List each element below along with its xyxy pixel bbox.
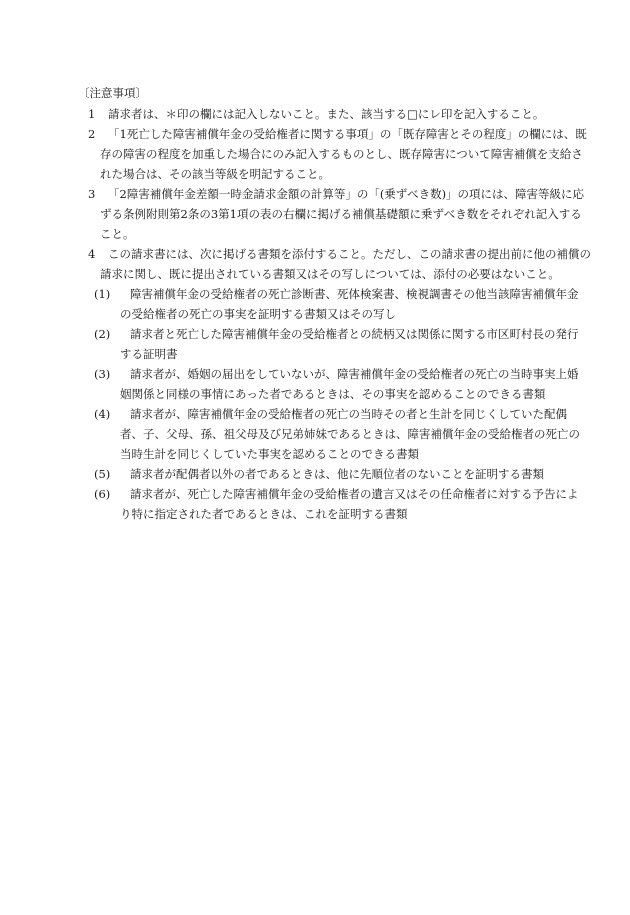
note-item-2 [78, 124, 592, 184]
subnote-text: 請求者が、障害補償年金の受給権者の死亡の当時その者と生計を同じくしていた配偶者、子、父母、孫、祖父母及び兄弟姉妹であるときは、障害補償年金の受給権者の死亡の当時生計を同じくしていた事実を認めることのできる書類 [120, 407, 580, 461]
subnote-text: 請求者と死亡した障害補償年金の受給権者との続柄又は関係に関する市区町村長の発行する証明書 [120, 327, 579, 361]
subnote-number: (4) [94, 407, 111, 421]
subnote-item-5 [78, 464, 592, 484]
subnote-item-2 [78, 324, 592, 364]
subnote-item-1 [78, 284, 592, 324]
note-number: 4 [88, 247, 96, 261]
subnote-number: (1) [94, 287, 111, 301]
note-text: 請求者は、＊印の欄には記入しないこと。また、該当する□にレ印を記入すること。 [108, 107, 545, 121]
notes-heading: 〔注意事項〕 [78, 86, 147, 100]
subnote-item-3 [78, 364, 592, 404]
note-number: 1 [88, 107, 96, 121]
note-item-1 [78, 104, 592, 124]
subnote-number: (2) [94, 327, 111, 341]
note-number: 2 [88, 127, 96, 141]
subnote-number: (5) [94, 467, 111, 481]
subnote-number: (6) [94, 487, 111, 501]
note-text: 「2障害補償年金差額一時金請求金額の計算等」の「(乗ずべき数)」の項には、障害等級に応ずる条例附則第2条の3第1項の表の右欄に掲げる補償基礎額に乗ずべき数をそれぞれ記入すること。 [100, 187, 585, 241]
subnote-item-6 [78, 484, 592, 524]
subnote-text: 障害補償年金の受給権者の死亡診断書、死体検案書、検視調書その他当該障害補償年金の受給権者の死亡の事実を証明する書類又はその写し [120, 287, 579, 321]
subnote-item-4 [78, 404, 592, 464]
note-text: この請求書には、次に掲げる書類を添付すること。ただし、この請求書の提出前に他の補償の請求に関し、既に提出されている書類又はその写しについては、添付の必要はないこと。 [100, 247, 591, 281]
subnote-text: 請求者が、婚姻の届出をしていないが、障害補償年金の受給権者の死亡の当時事実上婚姻関係と同様の事情にあった者であるときは、その事実を認めることのできる書類 [120, 367, 579, 401]
note-item-4 [78, 244, 592, 284]
subnote-text: 請求者が配偶者以外の者であるときは、他に先順位者のないことを証明する書類 [130, 467, 544, 481]
subnote-number: (3) [94, 367, 111, 381]
subnote-text: 請求者が、死亡した障害補償年金の受給権者の遺言又はその任命権者に対する予告により特に指定された者であるときは、これを証明する書類 [120, 487, 579, 521]
note-text: 「1死亡した障害補償年金の受給権者に関する事項」の「既存障害とその程度」の欄には、既存の障害の程度を加重した場合にのみ記入するものとし、既存障害について障害補償を支給された場合は、その該当等級を明記すること。 [100, 127, 587, 181]
note-item-3 [78, 184, 592, 244]
note-number: 3 [88, 187, 96, 201]
